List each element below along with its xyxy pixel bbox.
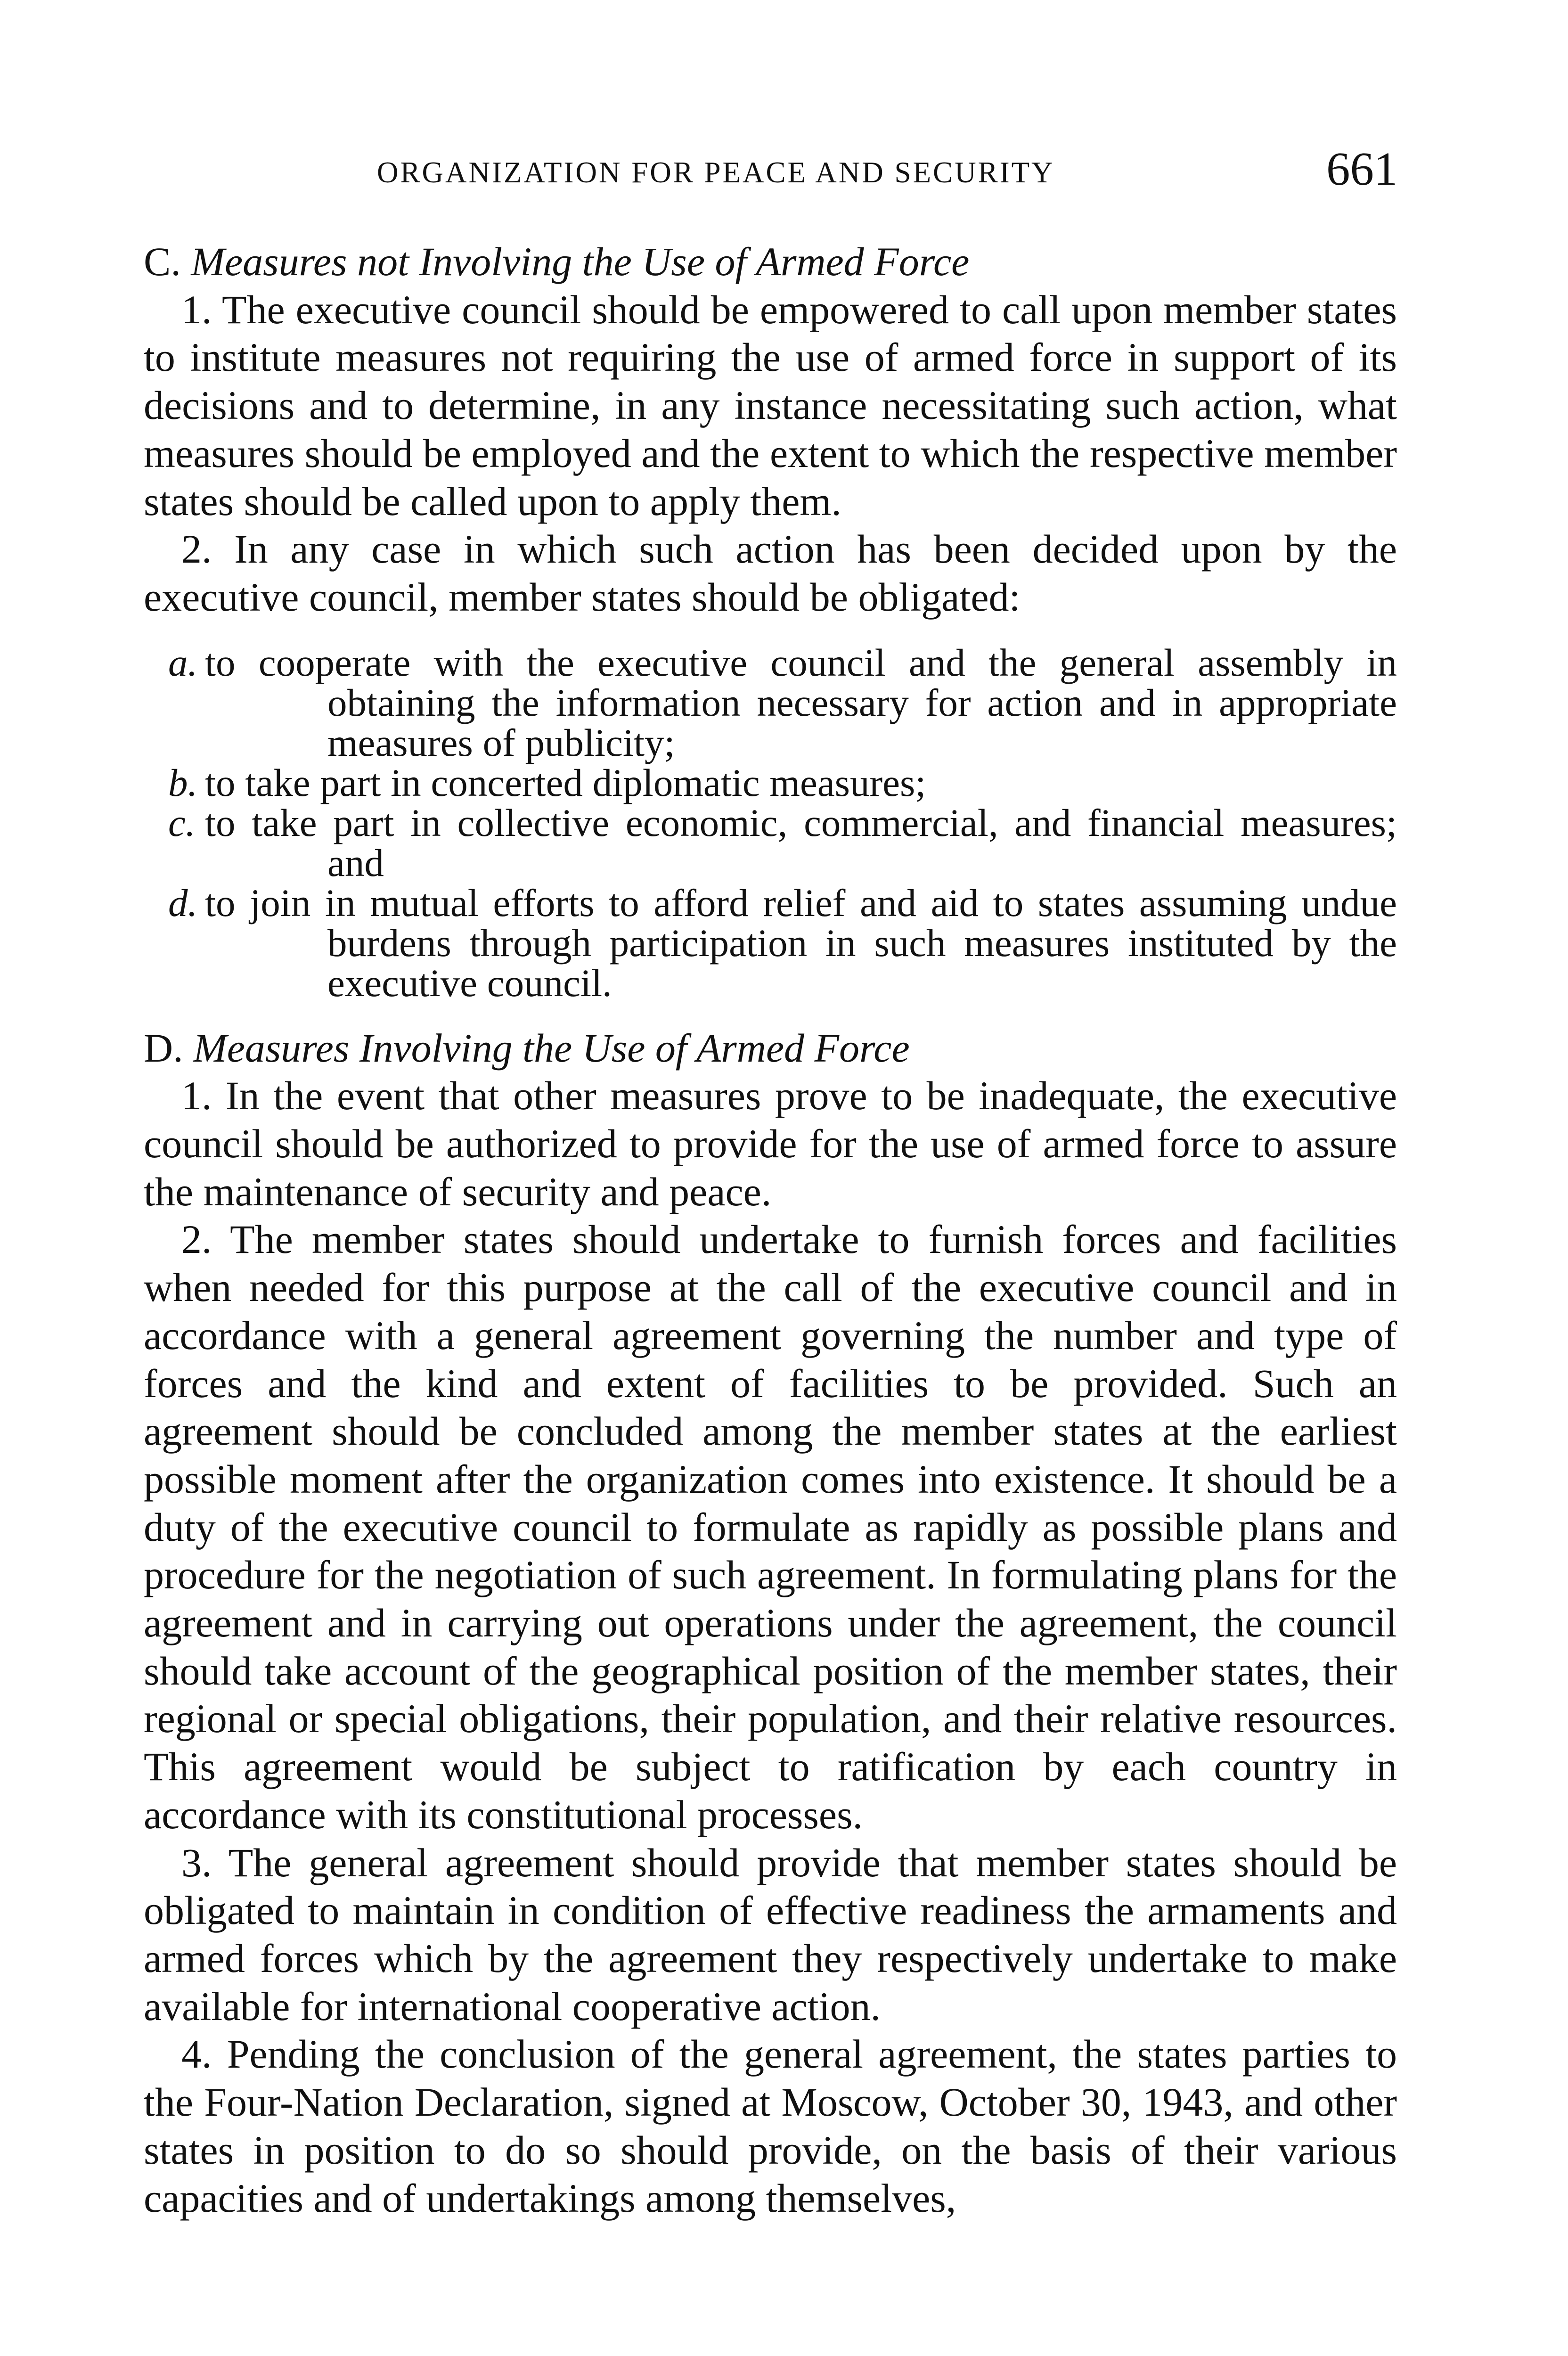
section-c-heading bbox=[144, 238, 1397, 286]
section-d-heading bbox=[144, 1024, 1397, 1072]
page-body bbox=[144, 238, 1397, 2222]
section-c-letter: C. bbox=[144, 239, 181, 284]
section-c-paragraph-1: 1. The executive council should be empowered to call upon member states to institute measures not requiring the use of armed force in support of its decisions and to determine, in any instance necessitating such action, what measures should be employed and the extent to which the respective member states should be called upon to apply them. bbox=[144, 286, 1397, 524]
section-d-paragraph-3: 3. The general agreement should provide that member states should be obligated to maintain in condition of effective readiness the armaments and armed forces which by the agreement they respectively undertake to make available for international cooperative action. bbox=[144, 1840, 1397, 2029]
list-marker-a: a. bbox=[168, 640, 198, 684]
section-d-paragraph-1: 1. In the event that other measures prove to be inadequate, the executive council should be authorized to provide for the use of armed force to assure the maintenance of security and peace. bbox=[144, 1073, 1397, 1214]
list-text-c: to take part in collective economic, commercial, and financial measures; and bbox=[205, 801, 1397, 884]
section-d-paragraph-4: 4. Pending the conclusion of the general agreement, the states parties to the Four-Nation Declaration, signed at Moscow, October 30, 1943, and other states in position to do so should provide, on the basis of their various capacities and of undertakings among themselves, bbox=[144, 2031, 1397, 2221]
section-d-title: Measures Involving the Use of Armed Force bbox=[193, 1025, 910, 1071]
obligations-list bbox=[144, 640, 1397, 1005]
list-item-d bbox=[144, 883, 1397, 1003]
list-marker-d: d. bbox=[168, 881, 198, 924]
section-d-paragraph-2: 2. The member states should undertake to furnish forces and facilities when needed for this purpose at the call of the executive council and in accordance with a general agreement governing the number and type of forces and the kind and extent of facilities to be provided. Such an agreement should be concluded among the member states at the earliest possible moment after the organization comes into existence. It should be a duty of the executive council to formulate as rapidly as possible plans and procedure for the negotiation of such agreement. In formulating plans for the agreement and in carrying out operations under the agreement, the council should take account of the geographical position of the member states, their regional or special obligations, their population, and their relative resources. This agreement would be subject to ratification by each country in accordance with its constitutional processes. bbox=[144, 1217, 1397, 1837]
list-marker-b: b. bbox=[168, 761, 198, 804]
list-text-d: to join in mutual efforts to afford relief and aid to states assuming undue burdens through participation in such measures instituted by the executive council. bbox=[205, 881, 1397, 1005]
page-number: 661 bbox=[1326, 142, 1398, 195]
list-text-a: to cooperate with the executive council and the general assembly in obtaining the information necessary for action and in appropriate measures of publicity; bbox=[205, 640, 1397, 764]
list-marker-c: c. bbox=[168, 801, 196, 844]
list-item-a bbox=[144, 640, 1397, 764]
section-d-letter: D. bbox=[144, 1025, 183, 1071]
list-item-b bbox=[144, 763, 1397, 803]
section-c-paragraph-2: 2. In any case in which such action has been decided upon by the executive council, member states should be obligated: bbox=[144, 526, 1397, 620]
section-c-title: Measures not Involving the Use of Armed Force bbox=[191, 239, 970, 284]
list-text-b: to take part in concerted diplomatic measures; bbox=[205, 761, 926, 804]
running-header-title: ORGANIZATION FOR PEACE AND SECURITY bbox=[377, 156, 1055, 189]
list-item-c bbox=[144, 803, 1397, 883]
